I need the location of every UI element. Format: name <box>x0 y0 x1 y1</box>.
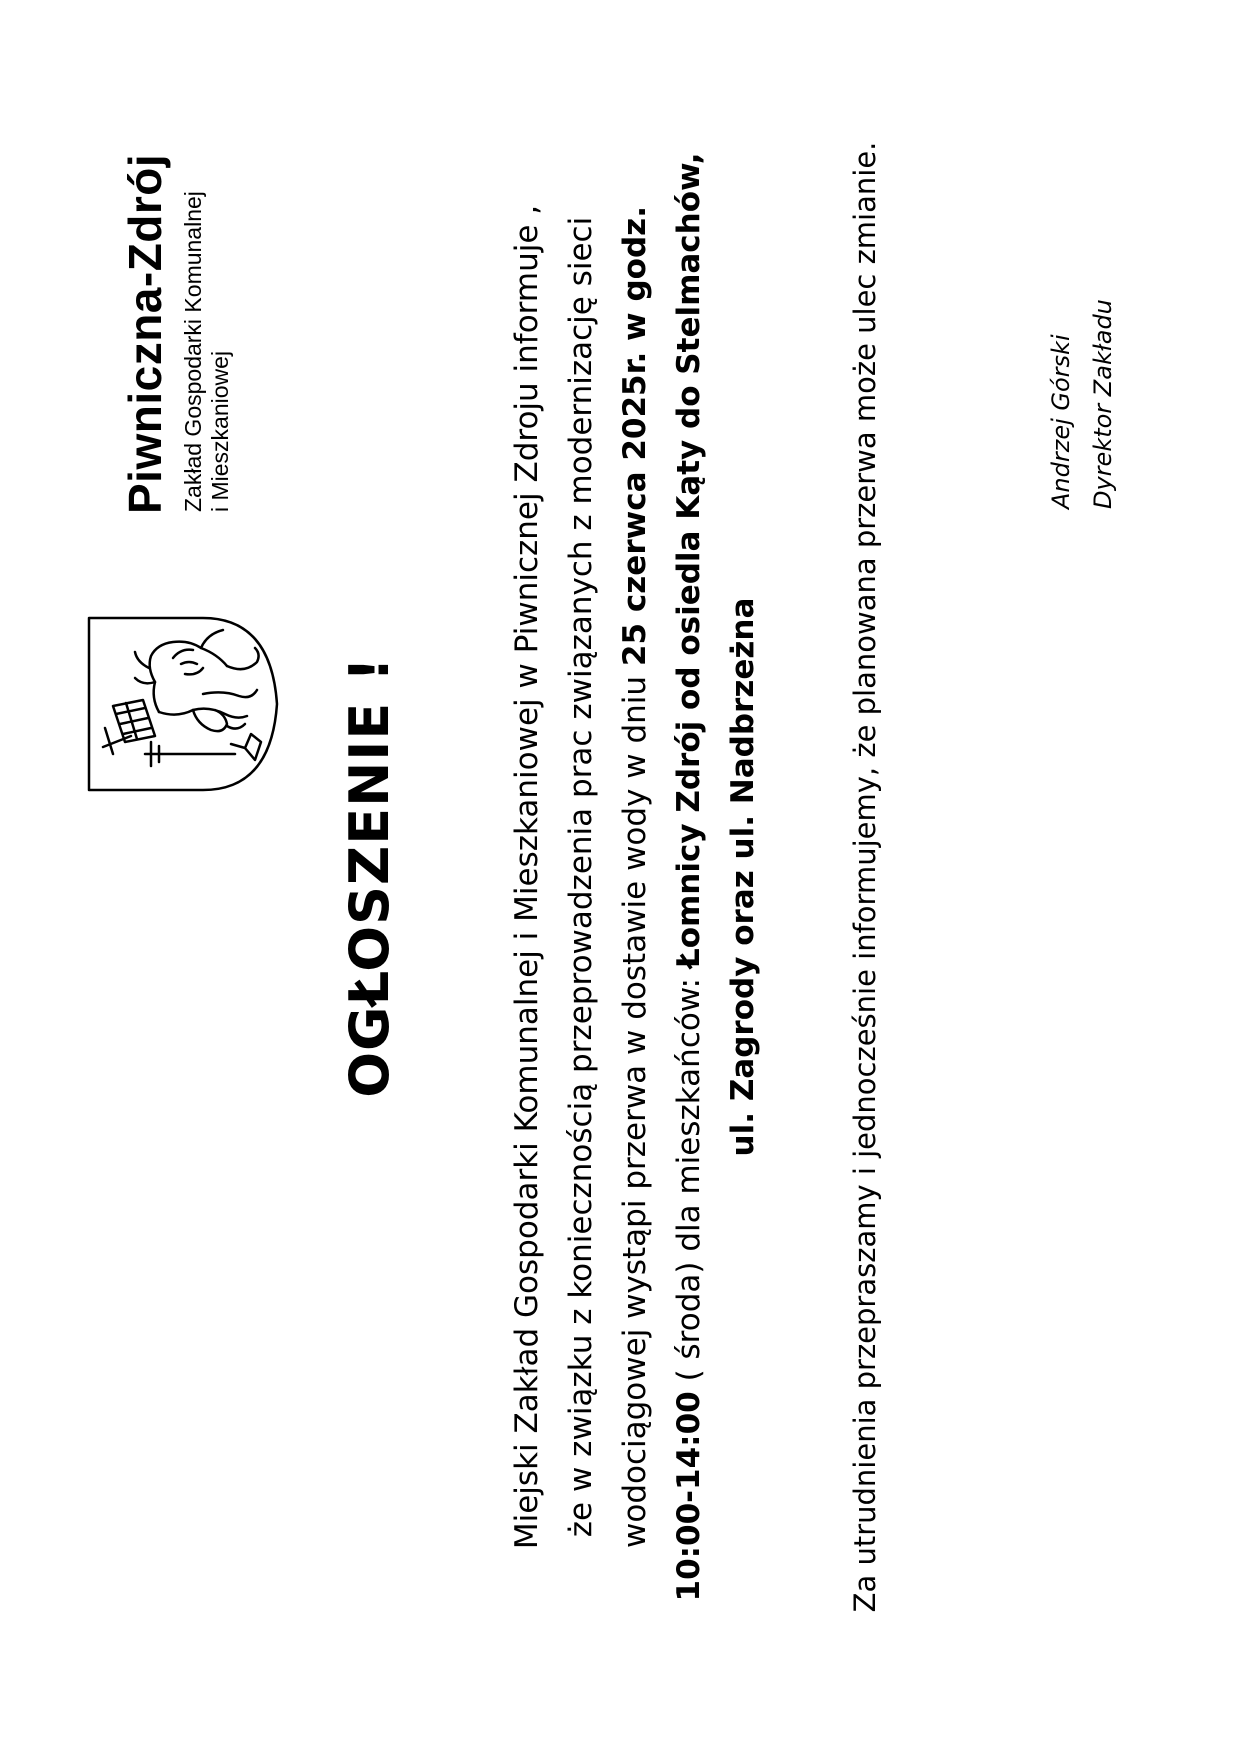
body-line-4 <box>662 130 716 1624</box>
announcement-body <box>500 130 770 1624</box>
body-line-1: Miejski Zakład Gospodarki Komunalnej i Mieszkaniowej w Piwnicznej Zdroju informuje , <box>509 204 545 1550</box>
body-line-3-regular: wodociągowej wystąpi przerwa w dostawie wody w dniu <box>617 666 653 1548</box>
body-line-4-regular: ( środa) dla mieszkańców: <box>671 968 707 1392</box>
brand-name: Piwniczna-Zdrój <box>119 153 171 514</box>
signature-block <box>1040 299 1124 509</box>
brand-subtitle-line1: Zakład Gospodarki Komunalnej <box>180 191 206 512</box>
body-line-2: że w związku z koniecznością przeprowadzenia prac związanych z modernizację sieci <box>563 216 599 1538</box>
announcement-title: OGŁOSZENIE ! <box>338 656 401 1098</box>
affected-area: Łomnicy Zdrój od osiedla Kąty do Stelmachów, <box>671 152 707 969</box>
brand-subtitle <box>180 92 234 512</box>
outage-date: 25 czerwca 2025r. w godz. <box>617 206 653 667</box>
outage-time: 10:00-14:00 <box>671 1391 707 1602</box>
brand-subtitle-line2: i Mieszkaniowej <box>207 350 233 512</box>
signature-name: Andrzej Górski <box>1047 334 1075 509</box>
closing-note: Za utrudnienia przepraszamy i jednocześnie informujemy, że planowana przerwa może ulec zmianie. <box>848 141 882 1613</box>
affected-streets: ul. Zagrody oraz ul. Nadbrzeżna <box>725 597 761 1157</box>
body-line-3 <box>608 130 662 1624</box>
signature-position: Dyrektor Zakładu <box>1089 299 1117 509</box>
coat-of-arms-deer-icon <box>85 614 280 794</box>
